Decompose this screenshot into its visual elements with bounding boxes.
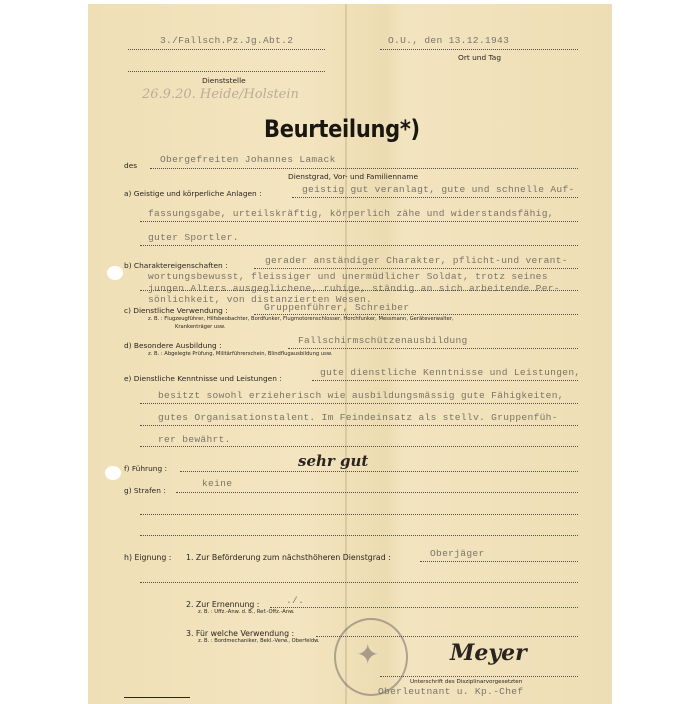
section-h-a2: ./. [286, 595, 305, 606]
signature-rank: Oberleutnant u. Kp.-Chef [378, 686, 524, 697]
subject-label: Dienstgrad, Vor- und Familienname [288, 172, 419, 181]
dotted-line [312, 380, 578, 381]
section-f-label: f) Führung : [124, 464, 167, 473]
subject-prefix: des [124, 161, 138, 170]
section-d-label: d) Besondere Ausbildung : [124, 341, 222, 350]
signature-handwritten: Meyer [450, 640, 527, 666]
dienststelle-label: Dienststelle [202, 76, 246, 85]
section-a-line: fassungsgabe, urteilskräftig, körperlich zähe und widerstandsfähig, [148, 208, 554, 219]
document-title: Beurteilung*) [264, 115, 420, 143]
dotted-line [140, 582, 578, 583]
section-a-line: guter Sportler. [148, 232, 239, 243]
footnote-rule [124, 697, 190, 698]
dotted-line [288, 348, 578, 349]
section-e-line: rer bewährt. [158, 434, 231, 445]
section-b-line: wortungsbewusst, fleissiger und unermüdlicher Soldat, trotz seines [148, 271, 548, 282]
section-f-handwritten: sehr gut [298, 452, 369, 470]
section-h-hint2: z. B. : Uffz.-Anw. d. B., Ref.-Offz.-Anw. [198, 609, 295, 615]
dotted-line [140, 446, 578, 447]
section-c-hint: z. B. : Flugzeugführer, Hilfsbeobachter, Bordfunker, Flugmotorenschlosser, Horchfunker, Messmann, Geräteverwalter, [148, 316, 454, 322]
dotted-line [180, 471, 578, 472]
section-h-q1: 1. Zur Beförderung zum nächsthöheren Dienstgrad : [186, 553, 391, 562]
section-b-label: b) Charaktereigenschaften : [124, 261, 228, 270]
section-h-a1: Oberjäger [430, 548, 485, 559]
dotted-line [140, 245, 578, 246]
dotted-line [176, 492, 578, 493]
section-a-line: geistig gut veranlagt, gute und schnelle Auf- [302, 184, 575, 195]
section-d-hint: z. B. : Abgelegte Prüfung, Militärführerschein, Blindflugausbildung usw. [148, 351, 333, 357]
section-e-line: besitzt sowohl erzieherisch wie ausbildungsmässig gute Fähigkeiten, [158, 390, 564, 401]
section-g-value: keine [202, 478, 233, 489]
dotted-line [254, 314, 578, 315]
section-h-q2: 2. Zur Ernennung : [186, 600, 260, 609]
section-h-hint3: z. B. : Bordmechaniker, Bekl.-Verw., Oberfeldw. [198, 638, 320, 644]
section-e-line: gute dienstliche Kenntnisse und Leistungen, [320, 367, 581, 378]
section-b-line: gerader anständiger Charakter, pflicht-und verant- [265, 255, 568, 266]
unit-value: 3./Fallsch.Pz.Jg.Abt.2 [160, 35, 294, 46]
section-e-line: gutes Organisationstalent. Im Feindeinsatz als stellv. Gruppenfüh- [158, 412, 558, 423]
dotted-line [420, 561, 578, 562]
subject-line [150, 168, 578, 169]
section-e-label: e) Dienstliche Kenntnisse und Leistungen : [124, 374, 282, 383]
signature-line [380, 676, 578, 677]
place-date-label: Ort und Tag [458, 53, 502, 62]
signature-label: Unterschrift des Disziplinarvorgesetzten [410, 679, 523, 685]
dotted-line [270, 607, 578, 608]
dienststelle-line [128, 71, 325, 72]
section-d-value: Fallschirmschützenausbildung [298, 335, 468, 346]
pencil-note: 26.9.20. Heide/Holstein [142, 87, 299, 102]
document-page [88, 4, 612, 704]
dotted-line [140, 403, 578, 404]
fold-crease [345, 4, 347, 704]
section-h-q3: 3. Für welche Verwendung : [186, 629, 295, 638]
section-a-label: a) Geistige und körperliche Anlagen : [124, 189, 262, 198]
punch-hole [105, 466, 121, 480]
section-c-value: Gruppenführer, Schreiber [264, 302, 410, 313]
dotted-line [140, 221, 578, 222]
unit-line [128, 49, 325, 50]
dotted-line [292, 197, 578, 198]
section-g-label: g) Strafen : [124, 486, 166, 495]
dotted-line [140, 535, 578, 536]
dotted-line [254, 268, 578, 269]
eagle-emblem-icon: ✦ [356, 640, 380, 671]
section-h-label: h) Eignung : [124, 553, 172, 562]
section-c-label: c) Dienstliche Verwendung : [124, 306, 228, 315]
place-date-value: O.U., den 13.12.1943 [388, 35, 510, 46]
subject-value: Obergefreiten Johannes Lamack [160, 154, 336, 165]
dotted-line [140, 514, 578, 515]
section-b-line: jungen Alters ausgeglichene, ruhige, ständig an sich arbeitende Per- [148, 283, 560, 294]
official-stamp [334, 618, 408, 696]
dotted-line [140, 290, 578, 291]
dotted-line [140, 425, 578, 426]
place-date-line [380, 49, 578, 50]
section-c-hint: Krankenträger usw. [175, 324, 226, 330]
punch-hole [107, 266, 123, 280]
section-b-line: sönlichkeit, von distanzierten Wesen. [148, 294, 373, 305]
